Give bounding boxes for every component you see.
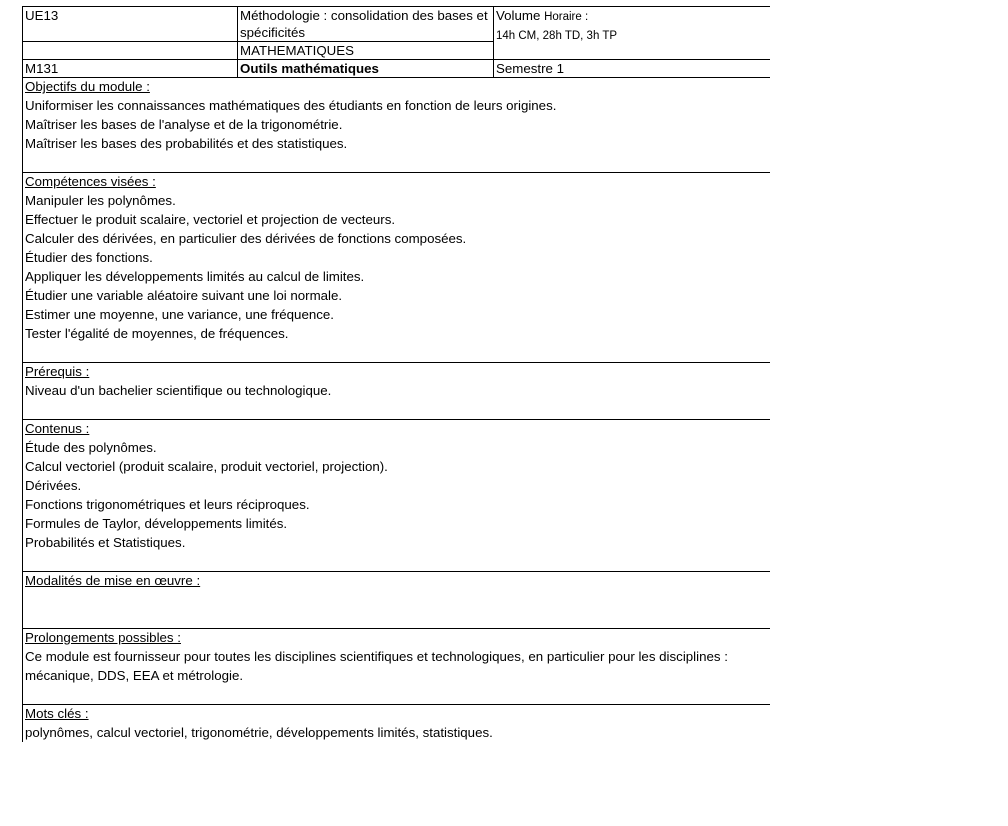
modalites-title: Modalités de mise en œuvre :	[25, 573, 201, 588]
spacer	[25, 590, 768, 609]
empty-cell	[23, 42, 238, 60]
competence-item: Appliquer les développements limités au calcul de limites.	[25, 269, 365, 284]
spacer	[25, 343, 768, 362]
spacer	[25, 685, 768, 704]
horaire-label: Horaire :	[544, 11, 589, 23]
competence-item: Étudier des fonctions.	[25, 250, 153, 265]
competence-item: Étudier une variable aléatoire suivant une loi normale.	[25, 288, 343, 303]
spacer	[25, 400, 768, 419]
prolongements-text: Ce module est fournisseur pour toutes les disciplines scientifiques et technologiques, en particulier pour les disciplines : mécanique, DDS, EEA et métrologie.	[25, 649, 728, 683]
contenu-item: Probabilités et Statistiques.	[25, 535, 186, 550]
contenus-title: Contenus :	[25, 421, 90, 436]
ue-title: Méthodologie : consolidation des bases et spécificités	[240, 8, 488, 40]
spacer	[25, 552, 768, 571]
competence-item: Tester l'égalité de moyennes, de fréquences.	[25, 326, 289, 341]
ue-code: UE13	[25, 8, 59, 23]
section-contenus	[22, 420, 770, 572]
contenu-item: Dérivées.	[25, 478, 82, 493]
semester: Semestre 1	[496, 61, 564, 76]
module-code: M131	[25, 61, 59, 76]
contenu-item: Étude des polynômes.	[25, 440, 157, 455]
objectif-item: Uniformiser les connaissances mathématiques des étudiants en fonction de leurs origines.	[25, 98, 557, 113]
competence-item: Manipuler les polynômes.	[25, 193, 176, 208]
section-objectifs	[22, 78, 770, 173]
competence-item: Estimer une moyenne, une variance, une fréquence.	[25, 307, 334, 322]
header-row-3	[23, 60, 771, 78]
prolongements-title: Prolongements possibles :	[25, 630, 181, 645]
section-modalites	[22, 572, 770, 629]
contenu-item: Calcul vectoriel (produit scalaire, produit vectoriel, projection).	[25, 459, 388, 474]
domain-name: MATHEMATIQUES	[240, 43, 355, 58]
header-row-1	[23, 7, 771, 42]
module-code-cell	[23, 60, 238, 78]
objectif-item: Maîtriser les bases des probabilités et des statistiques.	[25, 136, 348, 151]
domain-cell	[238, 42, 494, 60]
module-sheet	[22, 6, 770, 742]
spacer	[25, 609, 768, 628]
semester-cell	[494, 60, 771, 78]
competence-item: Calculer des dérivées, en particulier des dérivées de fonctions composées.	[25, 231, 467, 246]
volume-cell	[494, 7, 771, 60]
contenu-item: Formules de Taylor, développements limités.	[25, 516, 288, 531]
section-competences	[22, 173, 770, 363]
spacer	[25, 153, 768, 172]
competence-item: Effectuer le produit scalaire, vectoriel et projection de vecteurs.	[25, 212, 396, 227]
prerequis-title: Prérequis :	[25, 364, 90, 379]
prerequis-item: Niveau d'un bachelier scientifique ou technologique.	[25, 383, 332, 398]
section-prerequis	[22, 363, 770, 420]
module-header-table	[22, 6, 770, 78]
volume-label: Volume	[496, 8, 541, 23]
module-title: Outils mathématiques	[240, 61, 379, 76]
ue-title-cell	[238, 7, 494, 42]
mots-cles-text: polynômes, calcul vectoriel, trigonométrie, développements limités, statistiques.	[25, 725, 493, 740]
objectif-item: Maîtriser les bases de l'analyse et de la trigonométrie.	[25, 117, 343, 132]
ue-code-cell	[23, 7, 238, 42]
contenu-item: Fonctions trigonométriques et leurs réciproques.	[25, 497, 310, 512]
module-title-cell	[238, 60, 494, 78]
competences-title: Compétences visées :	[25, 174, 156, 189]
hours-value: 14h CM, 28h TD, 3h TP	[496, 30, 618, 42]
section-prolongements	[22, 629, 770, 705]
section-mots-cles	[22, 705, 770, 742]
mots-cles-title: Mots clés :	[25, 706, 89, 721]
objectifs-title: Objectifs du module :	[25, 79, 150, 94]
